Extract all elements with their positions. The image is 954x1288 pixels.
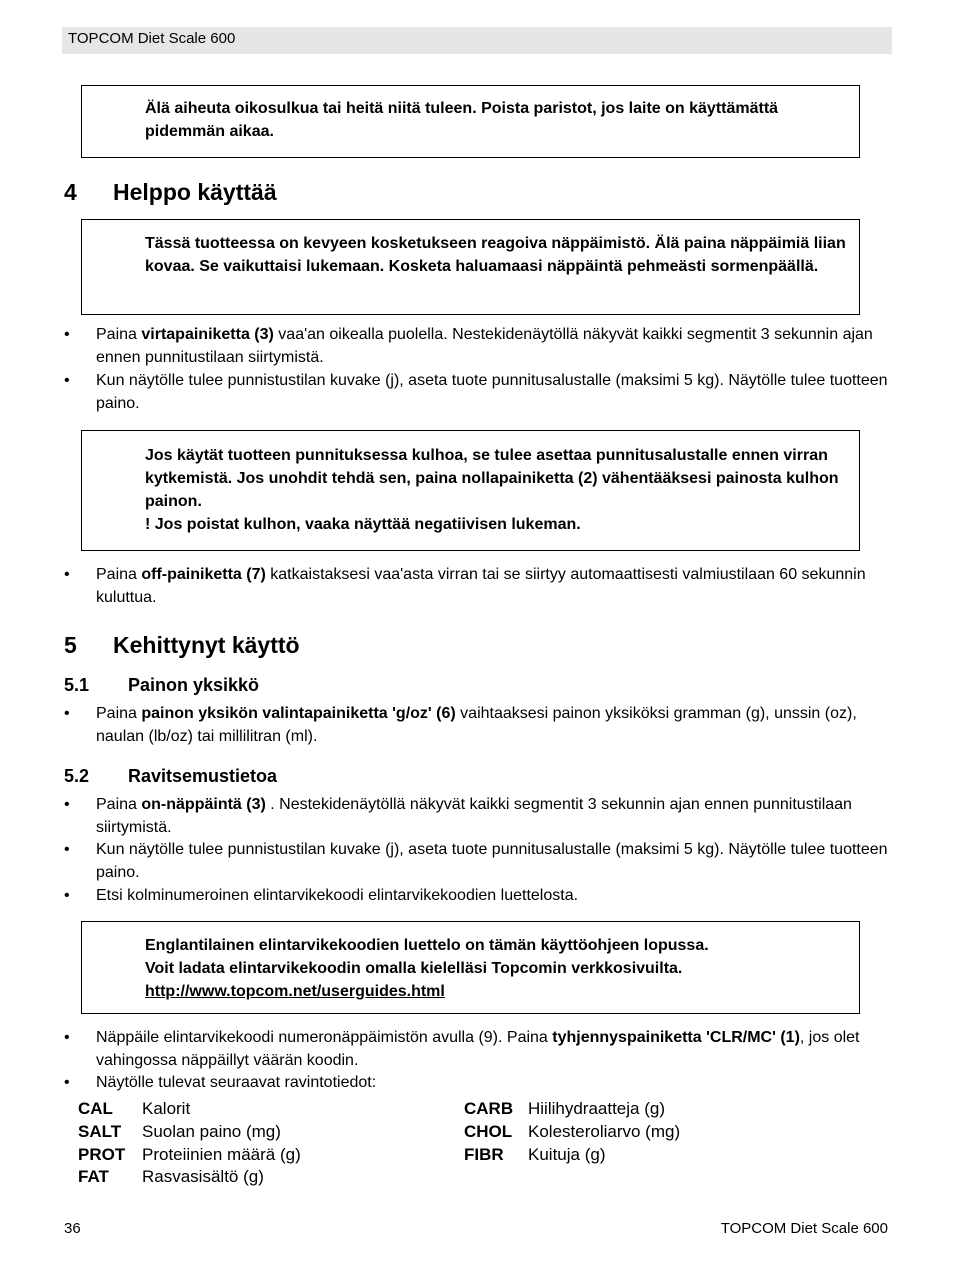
bold-text: on-näppäintä (3) (141, 796, 266, 813)
info-text: ! Jos poistat kulhon, vaaka näyttää negatiivisen lukeman. (145, 516, 581, 533)
section-number: 4 (64, 179, 77, 205)
subsection-number: 5.1 (64, 675, 90, 695)
nutrient-label: Proteiinien määrä (g) (142, 1145, 301, 1164)
notice-box-top (81, 85, 860, 158)
text: vaa'an oikealla puolella. Nestekidenäytöllä näkyvät kaikki segmentit 3 sekunnin ajan ennen punnitustilaan siirtymistä. (96, 326, 873, 366)
text: Etsi kolminumeroinen elintarvikekoodi elintarvikekoodien luettelosta. (96, 887, 579, 904)
nutrient-row (78, 1165, 264, 1188)
bold-text: virtapainiketta (3) (141, 326, 274, 343)
nutrient-row (464, 1120, 680, 1143)
section-title: Helppo käyttää (113, 179, 277, 205)
nutrient-row (78, 1097, 190, 1120)
subsection-number: 5.2 (64, 766, 90, 786)
text: Kun näytölle tulee punnistustilan kuvake (j), aseta tuote punnitusalustalle (maksimi 5 kg). Näytölle tulee tuotteen paino. (96, 841, 888, 881)
bold-text: tyhjennyspainiketta 'CLR/MC' (1) (552, 1029, 800, 1046)
nutrient-label: Suolan paino (mg) (142, 1122, 281, 1141)
info-text: Englantilainen elintarvikekoodien luettelo on tämän käyttöohjeen lopussa. (145, 937, 709, 954)
text: Paina (96, 796, 142, 813)
nutrient-row (78, 1143, 301, 1166)
nutrient-label: Kolesteroliarvo (mg) (528, 1122, 681, 1141)
bold-text: painon yksikön valintapainiketta 'g/oz' (6) (141, 705, 456, 722)
bullet-icon: • (64, 887, 70, 904)
section-number: 5 (64, 632, 77, 658)
text: Kun näytölle tulee punnistustilan kuvake (j), aseta tuote punnitusalustalle (maksimi 5 kg). Näytölle tulee tuotteen paino. (96, 372, 888, 412)
nutrient-label: Kalorit (142, 1099, 191, 1118)
nutrient-row (78, 1120, 281, 1143)
page-header (62, 27, 892, 54)
text: vaihtaaksesi painon yksiköksi gramman (g), unssin (oz), naulan (lb/oz) tai millilitran (ml). (96, 705, 857, 745)
section-title: Kehittynyt käyttö (113, 632, 300, 658)
text: . Nestekidenäytöllä näkyvät kaikki segmentit 3 sekunnin ajan ennen punnitustilaan siirtymistä. (96, 796, 852, 836)
bullet-icon: • (64, 1029, 70, 1046)
userguides-link[interactable]: http://www.topcom.net/userguides.html (145, 983, 445, 1000)
nutrient-code: CHOL (464, 1122, 513, 1141)
bullet-icon: • (64, 326, 70, 343)
nutrient-code: SALT (78, 1122, 122, 1141)
nutrient-row (464, 1097, 665, 1120)
nutrient-code: FIBR (464, 1145, 504, 1164)
nutrient-row (464, 1143, 605, 1166)
nutrient-code: CARB (464, 1099, 514, 1118)
bullet-icon: • (64, 841, 70, 858)
text: Näppäile elintarvikekoodi numeronäppäimistön avulla (9). Paina (96, 1029, 553, 1046)
bullet-icon: • (64, 1074, 70, 1091)
info-box-bowl (81, 430, 860, 551)
nutrient-label: Kuituja (g) (528, 1145, 606, 1164)
info-text: Voit ladata elintarvikekoodin omalla kielelläsi Topcomin verkkosivuilta. (145, 960, 683, 977)
text: Paina (96, 326, 142, 343)
bullet-icon: • (64, 372, 70, 389)
nutrient-code: FAT (78, 1167, 109, 1186)
text: , jos olet vahingossa näppäillyt väärän koodin. (96, 1029, 860, 1069)
bullet-icon: • (64, 566, 70, 583)
nutrient-code: CAL (78, 1099, 113, 1118)
text: katkaistaksesi vaa'asta virran tai se siirtyy automaattisesti valmiustilaan 60 sekunnin kuluttua. (96, 566, 866, 606)
info-box-food-codes (81, 921, 860, 1014)
text: Paina (96, 566, 142, 583)
footer-title: TOPCOM Diet Scale 600 (720, 1220, 888, 1237)
nutrient-label: Hiilihydraatteja (g) (528, 1099, 665, 1118)
subsection-title: Ravitsemustietoa (128, 766, 278, 786)
subsection-title: Painon yksikkö (128, 675, 260, 695)
text: Paina (96, 705, 142, 722)
info-box-keypad (81, 219, 860, 315)
header-title: TOPCOM Diet Scale 600 (68, 30, 236, 47)
bullet-icon: • (64, 705, 70, 722)
page-number: 36 (64, 1220, 81, 1237)
nutrient-label: Rasvasisältö (g) (142, 1167, 264, 1186)
text: Näytölle tulevat seuraavat ravintotiedot: (96, 1074, 377, 1091)
nutrient-code: PROT (78, 1145, 126, 1164)
info-text: Tässä tuotteessa on kevyeen kosketukseen reagoiva näppäimistö. Älä paina näppäimiä liian kovaa. Se vaikuttaisi lukemaan. Kosketa haluamaasi näppäintä pehmeästi sormenpäällä. (145, 235, 846, 275)
info-text: Jos käytät tuotteen punnituksessa kulhoa, se tulee asettaa punnitusalustalle ennen virran kytkemistä. Jos unohdit tehdä sen, paina nollapainiketta (2) vähentääksesi painosta kulhon painon. (145, 447, 839, 510)
bullet-icon: • (64, 796, 70, 813)
notice-text: Älä aiheuta oikosulkua tai heitä niitä tuleen. Poista paristot, jos laite on käyttämättä pidemmän aikaa. (145, 100, 779, 140)
bold-text: off-painiketta (7) (141, 566, 266, 583)
